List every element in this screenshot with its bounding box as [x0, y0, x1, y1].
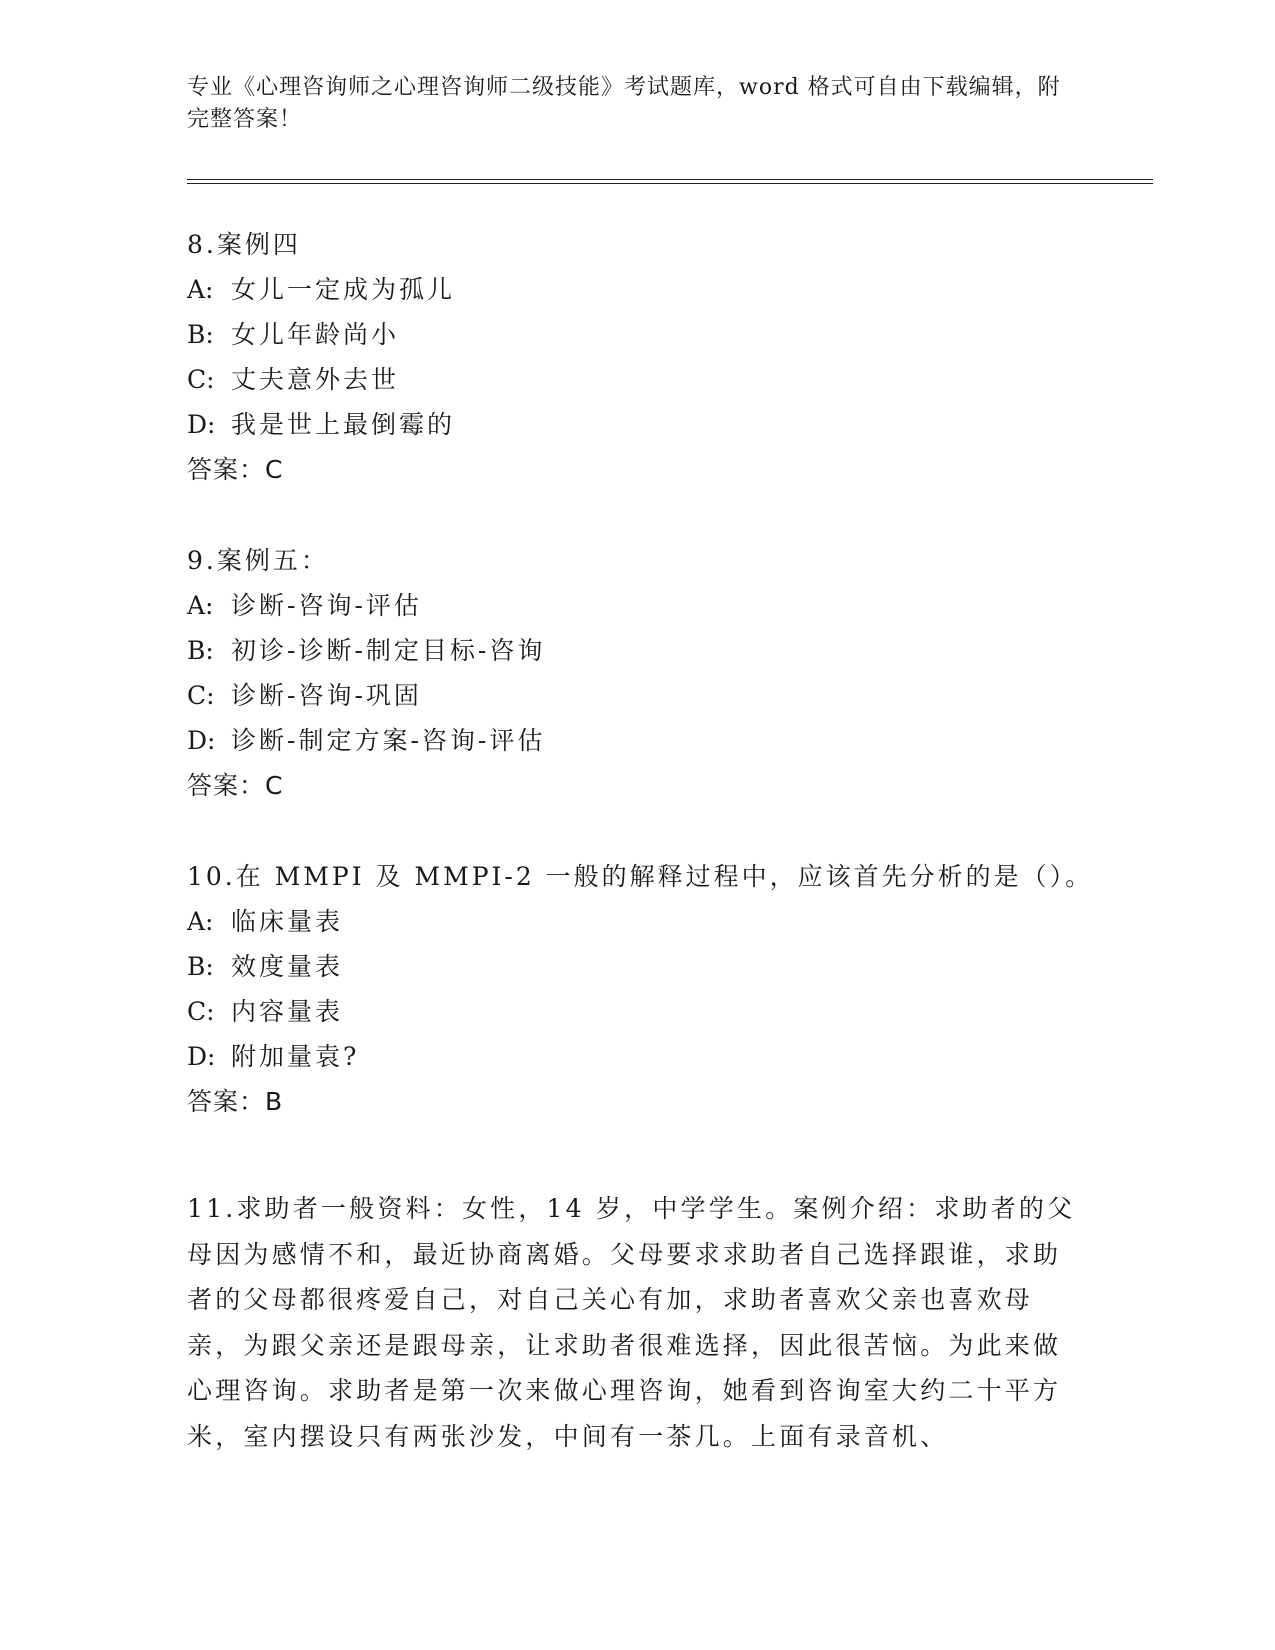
option-b	[187, 312, 455, 357]
option-text: 女儿年龄尚小	[231, 320, 400, 349]
question-stem: 10.在 MMPI 及 MMPI-2 一般的解释过程中，应该首先分析的是（）。	[187, 862, 1094, 891]
option-a	[187, 583, 545, 628]
answer: 答案：B	[187, 1087, 284, 1116]
header-divider-top	[187, 179, 1153, 180]
option-b	[187, 628, 545, 673]
question-9	[187, 538, 545, 808]
document-header: 专业《心理咨询师之心理咨询师二级技能》考试题库，word 格式可自由下载编辑，附完整答案！	[187, 75, 1061, 132]
option-text: 诊断-咨询-评估	[231, 591, 422, 620]
question-10	[187, 854, 1093, 1124]
answer: 答案：C	[187, 771, 284, 800]
option-text: 初诊-诊断-制定目标-咨询	[231, 636, 546, 665]
question-stem: 9.案例五：	[187, 546, 329, 575]
option-label: B:	[187, 320, 214, 349]
option-c	[187, 357, 455, 402]
option-text: 丈夫意外去世	[231, 365, 400, 394]
option-label: A:	[187, 591, 214, 620]
option-label: B:	[187, 636, 214, 665]
option-label: D:	[187, 726, 216, 755]
option-a	[187, 267, 455, 312]
option-c	[187, 989, 1093, 1034]
option-label: B:	[187, 952, 214, 981]
question-11-text: 11.求助者一般资料：女性，14 岁，中学学生。案例介绍：求助者的父母因为感情不和，最近协商离婚。父母要求求助者自己选择跟谁，求助者的父母都很疼爱自己，对自己关心有加，求助者喜欢父亲也喜欢母亲，为跟父亲还是跟母亲，让求助者很难选择，因此很苦恼。为此来做心理咨询。求助者是第一次来做心理咨询，她看到咨询室大约二十平方米，室内摆设只有两张沙发，中间有一茶几。上面有录音机、	[187, 1194, 1076, 1451]
header-divider-bottom	[187, 183, 1153, 184]
option-label: C:	[187, 681, 215, 710]
option-text: 临床量表	[231, 907, 344, 936]
option-text: 诊断-咨询-巩固	[231, 681, 422, 710]
option-label: A:	[187, 275, 214, 304]
option-label: D:	[187, 1042, 216, 1071]
question-stem: 8.案例四	[187, 230, 301, 259]
option-text: 效度量表	[231, 952, 344, 981]
option-label: A:	[187, 907, 214, 936]
option-text: 内容量表	[231, 997, 344, 1026]
option-text: 女儿一定成为孤儿	[231, 275, 456, 304]
option-d	[187, 1034, 1093, 1079]
option-label: C:	[187, 997, 215, 1026]
option-b	[187, 944, 1093, 989]
option-d	[187, 718, 545, 763]
option-text: 诊断-制定方案-咨询-评估	[231, 726, 546, 755]
option-label: C:	[187, 365, 215, 394]
option-text: 附加量袁?	[231, 1042, 360, 1071]
option-a	[187, 899, 1093, 944]
option-label: D:	[187, 410, 216, 439]
option-c	[187, 673, 545, 718]
option-text: 我是世上最倒霉的	[231, 410, 456, 439]
option-d	[187, 402, 455, 447]
question-8	[187, 222, 455, 492]
answer: 答案：C	[187, 455, 284, 484]
